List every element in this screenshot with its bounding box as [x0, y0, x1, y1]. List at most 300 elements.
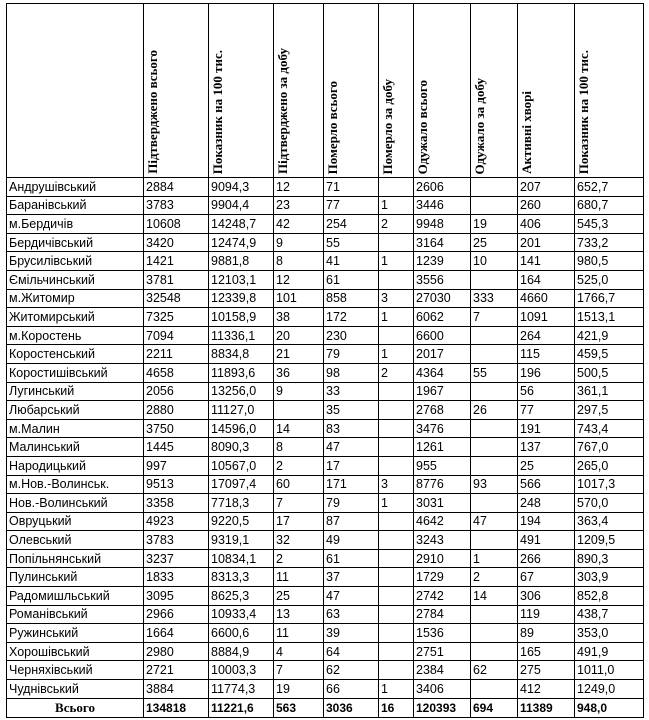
table-body	[7, 178, 644, 699]
table-row	[7, 568, 644, 587]
table-cell: 858	[324, 289, 379, 308]
header-cell	[144, 4, 209, 178]
table-cell: 37	[324, 568, 379, 587]
table-cell: 1091	[518, 308, 575, 327]
table-cell: 89	[518, 624, 575, 643]
table-cell	[379, 438, 414, 457]
header-cell	[209, 4, 274, 178]
header-row	[7, 4, 644, 178]
table-cell: 6600,6	[209, 624, 274, 643]
table-cell	[379, 419, 414, 438]
table-cell: 4	[274, 642, 324, 661]
table-cell: 1729	[414, 568, 471, 587]
total-cell: 134818	[144, 699, 209, 718]
table-cell: 1833	[144, 568, 209, 587]
table-cell: 165	[518, 642, 575, 661]
district-name: Радомишльський	[7, 587, 144, 606]
table-cell: 1	[379, 252, 414, 271]
table-cell: 652,7	[575, 178, 644, 197]
table-cell	[379, 642, 414, 661]
header-label: Одужало всього	[415, 79, 430, 174]
table-cell: 297,5	[575, 401, 644, 420]
table-cell: 3420	[144, 233, 209, 252]
table-row	[7, 345, 644, 364]
table-cell: 1664	[144, 624, 209, 643]
table-cell: 1249,0	[575, 680, 644, 699]
table-cell	[379, 233, 414, 252]
table-cell: 25	[471, 233, 518, 252]
header-label: Померло всього	[325, 80, 340, 174]
header-cell	[324, 4, 379, 178]
table-cell: 201	[518, 233, 575, 252]
table-cell: 98	[324, 363, 379, 382]
table-row	[7, 401, 644, 420]
district-name: Лугинський	[7, 382, 144, 401]
table-cell: 11127,0	[209, 401, 274, 420]
table-cell: 438,7	[575, 605, 644, 624]
table-cell: 8776	[414, 475, 471, 494]
table-cell: 25	[518, 456, 575, 475]
table-cell: 333	[471, 289, 518, 308]
table-cell: 10834,1	[209, 549, 274, 568]
table-cell: 14596,0	[209, 419, 274, 438]
table-row	[7, 494, 644, 513]
table-cell: 1967	[414, 382, 471, 401]
table-cell: 11	[274, 624, 324, 643]
table-cell	[471, 419, 518, 438]
total-cell: 11389	[518, 699, 575, 718]
table-cell: 2	[274, 549, 324, 568]
table-row	[7, 587, 644, 606]
district-name: м.Коростень	[7, 326, 144, 345]
table-cell: 196	[518, 363, 575, 382]
table-cell: 7325	[144, 308, 209, 327]
total-row	[7, 699, 644, 718]
table-row	[7, 363, 644, 382]
table-cell: 3095	[144, 587, 209, 606]
table-cell: 66	[324, 680, 379, 699]
table-cell: 137	[518, 438, 575, 457]
table-cell: 1766,7	[575, 289, 644, 308]
table-cell: 4923	[144, 512, 209, 531]
table-row	[7, 382, 644, 401]
table-cell: 743,4	[575, 419, 644, 438]
table-cell: 33	[324, 382, 379, 401]
table-row	[7, 233, 644, 252]
table-cell	[379, 178, 414, 197]
table-cell: 13	[274, 605, 324, 624]
table-cell: 3164	[414, 233, 471, 252]
table-row	[7, 624, 644, 643]
table-cell: 49	[324, 531, 379, 550]
table-cell	[471, 326, 518, 345]
district-name: Овруцький	[7, 512, 144, 531]
table-cell: 42	[274, 215, 324, 234]
district-name: Народицький	[7, 456, 144, 475]
table-cell: 56	[518, 382, 575, 401]
district-name: Романівський	[7, 605, 144, 624]
table-cell: 3406	[414, 680, 471, 699]
table-cell: 1011,0	[575, 661, 644, 680]
table-cell: 67	[518, 568, 575, 587]
table-cell: 6600	[414, 326, 471, 345]
table-cell: 3237	[144, 549, 209, 568]
table-cell: 406	[518, 215, 575, 234]
district-name: Брусилівський	[7, 252, 144, 271]
table-cell: 1239	[414, 252, 471, 271]
table-cell: 12339,8	[209, 289, 274, 308]
table-cell: 248	[518, 494, 575, 513]
table-cell: 1	[379, 345, 414, 364]
table-cell	[471, 494, 518, 513]
table-cell: 101	[274, 289, 324, 308]
table-cell: 32548	[144, 289, 209, 308]
table-cell: 11774,3	[209, 680, 274, 699]
table-cell: 2966	[144, 605, 209, 624]
table-cell: 2384	[414, 661, 471, 680]
total-cell: 120393	[414, 699, 471, 718]
table-cell: 141	[518, 252, 575, 271]
table-row	[7, 661, 644, 680]
table-cell: 47	[471, 512, 518, 531]
table-cell: 93	[471, 475, 518, 494]
table-cell: 171	[324, 475, 379, 494]
district-name: Малинський	[7, 438, 144, 457]
header-cell-district	[7, 4, 144, 178]
table-cell: 63	[324, 605, 379, 624]
table-cell: 2017	[414, 345, 471, 364]
table-cell: 115	[518, 345, 575, 364]
table-cell	[471, 456, 518, 475]
table-cell: 8090,3	[209, 438, 274, 457]
table-row	[7, 419, 644, 438]
table-cell: 55	[324, 233, 379, 252]
table-row	[7, 289, 644, 308]
table-cell: 545,3	[575, 215, 644, 234]
table-cell: 20	[274, 326, 324, 345]
total-cell: 3036	[324, 699, 379, 718]
table-cell: 566	[518, 475, 575, 494]
table-row	[7, 680, 644, 699]
table-cell: 361,1	[575, 382, 644, 401]
table-cell: 13256,0	[209, 382, 274, 401]
table-cell: 164	[518, 270, 575, 289]
table-row	[7, 605, 644, 624]
table-cell: 525,0	[575, 270, 644, 289]
header-cell	[471, 4, 518, 178]
table-cell: 3358	[144, 494, 209, 513]
table-cell: 17	[324, 456, 379, 475]
table-cell: 8884,9	[209, 642, 274, 661]
table-cell: 191	[518, 419, 575, 438]
table-row	[7, 456, 644, 475]
table-cell: 8	[274, 438, 324, 457]
table-cell	[471, 178, 518, 197]
table-row	[7, 326, 644, 345]
table-cell: 87	[324, 512, 379, 531]
header-cell	[518, 4, 575, 178]
table-cell: 77	[518, 401, 575, 420]
table-cell	[471, 531, 518, 550]
table-cell: 12	[274, 178, 324, 197]
table-cell	[379, 531, 414, 550]
table-cell: 61	[324, 549, 379, 568]
table-cell: 36	[274, 363, 324, 382]
table-cell: 10567,0	[209, 456, 274, 475]
table-row	[7, 252, 644, 271]
table-cell: 491	[518, 531, 575, 550]
district-name: Попільнянський	[7, 549, 144, 568]
table-cell: 207	[518, 178, 575, 197]
district-name: Бердичівський	[7, 233, 144, 252]
table-cell: 2751	[414, 642, 471, 661]
district-name: Ємільчинський	[7, 270, 144, 289]
table-cell: 4660	[518, 289, 575, 308]
table-cell: 10158,9	[209, 308, 274, 327]
header-label: Показник на 100 тис.	[210, 49, 225, 174]
table-row	[7, 549, 644, 568]
table-header	[7, 4, 644, 178]
table-cell: 1017,3	[575, 475, 644, 494]
table-cell: 3884	[144, 680, 209, 699]
table-cell: 7	[274, 661, 324, 680]
table-cell: 39	[324, 624, 379, 643]
header-label: Активні хворі	[519, 91, 534, 174]
table-cell: 79	[324, 494, 379, 513]
district-name: Чуднівський	[7, 680, 144, 699]
table-cell: 2784	[414, 605, 471, 624]
district-name: Баранівський	[7, 196, 144, 215]
table-cell: 852,8	[575, 587, 644, 606]
table-cell: 64	[324, 642, 379, 661]
table-cell: 47	[324, 438, 379, 457]
table-cell: 41	[324, 252, 379, 271]
table-cell: 61	[324, 270, 379, 289]
table-cell	[471, 345, 518, 364]
table-cell: 1	[379, 494, 414, 513]
table-cell: 303,9	[575, 568, 644, 587]
table-cell: 7	[274, 494, 324, 513]
table-cell: 1	[379, 308, 414, 327]
table-cell: 9513	[144, 475, 209, 494]
table-cell: 79	[324, 345, 379, 364]
table-cell: 62	[471, 661, 518, 680]
table-cell: 500,5	[575, 363, 644, 382]
table-cell: 77	[324, 196, 379, 215]
table-cell: 26	[471, 401, 518, 420]
table-cell: 3243	[414, 531, 471, 550]
table-cell	[471, 270, 518, 289]
table-cell: 2884	[144, 178, 209, 197]
table-cell	[471, 382, 518, 401]
district-name: Коростишівський	[7, 363, 144, 382]
table-cell: 21	[274, 345, 324, 364]
total-cell: 948,0	[575, 699, 644, 718]
table-cell: 47	[324, 587, 379, 606]
header-cell	[575, 4, 644, 178]
table-row	[7, 270, 644, 289]
table-row	[7, 215, 644, 234]
table-row	[7, 531, 644, 550]
table-cell: 1	[379, 680, 414, 699]
table-cell: 1421	[144, 252, 209, 271]
table-cell: 194	[518, 512, 575, 531]
table-cell: 1	[379, 196, 414, 215]
table-cell: 55	[471, 363, 518, 382]
table-cell: 1261	[414, 438, 471, 457]
header-label: Померло за добу	[380, 78, 395, 174]
table-cell: 60	[274, 475, 324, 494]
table-cell	[379, 568, 414, 587]
table-cell: 10003,3	[209, 661, 274, 680]
table-cell: 570,0	[575, 494, 644, 513]
district-name: м.Малин	[7, 419, 144, 438]
table-cell: 767,0	[575, 438, 644, 457]
table-cell: 10	[471, 252, 518, 271]
table-cell	[379, 661, 414, 680]
total-cell: 694	[471, 699, 518, 718]
table-cell: 71	[324, 178, 379, 197]
district-name: Нов.-Волинський	[7, 494, 144, 513]
header-label: Показник на 100 тис.	[576, 49, 591, 174]
table-cell: 230	[324, 326, 379, 345]
table-cell: 19	[274, 680, 324, 699]
district-name: Коростенський	[7, 345, 144, 364]
table-cell: 1445	[144, 438, 209, 457]
table-cell: 19	[471, 215, 518, 234]
district-name: м.Житомир	[7, 289, 144, 308]
table-cell: 62	[324, 661, 379, 680]
table-cell	[471, 605, 518, 624]
table-cell: 2721	[144, 661, 209, 680]
table-cell: 421,9	[575, 326, 644, 345]
table-row	[7, 178, 644, 197]
table-cell: 363,4	[575, 512, 644, 531]
table-cell: 11893,6	[209, 363, 274, 382]
table-cell	[379, 587, 414, 606]
table-cell	[379, 401, 414, 420]
table-cell	[471, 438, 518, 457]
table-cell: 14	[274, 419, 324, 438]
table-cell: 264	[518, 326, 575, 345]
district-name: м.Бердичів	[7, 215, 144, 234]
table-cell: 4658	[144, 363, 209, 382]
table-row	[7, 512, 644, 531]
table-cell: 17	[274, 512, 324, 531]
table-cell: 11336,1	[209, 326, 274, 345]
district-name: Житомирський	[7, 308, 144, 327]
table-cell: 955	[414, 456, 471, 475]
table-cell	[471, 680, 518, 699]
table-cell: 8313,3	[209, 568, 274, 587]
table-cell: 266	[518, 549, 575, 568]
table-cell: 7	[471, 308, 518, 327]
table-cell: 412	[518, 680, 575, 699]
table-cell: 9	[274, 233, 324, 252]
table-cell: 3446	[414, 196, 471, 215]
table-cell: 4642	[414, 512, 471, 531]
table-cell: 83	[324, 419, 379, 438]
total-cell: 11221,6	[209, 699, 274, 718]
table-cell: 459,5	[575, 345, 644, 364]
table-cell: 3783	[144, 196, 209, 215]
table-cell: 3781	[144, 270, 209, 289]
table-cell: 172	[324, 308, 379, 327]
table-cell: 2606	[414, 178, 471, 197]
total-cell: 16	[379, 699, 414, 718]
table-cell: 491,9	[575, 642, 644, 661]
table-row	[7, 475, 644, 494]
table-cell: 8625,3	[209, 587, 274, 606]
header-label: Підтверджено за добу	[275, 48, 290, 174]
table-cell	[471, 624, 518, 643]
table-cell: 8	[274, 252, 324, 271]
table-cell: 3750	[144, 419, 209, 438]
table-cell: 2910	[414, 549, 471, 568]
table-cell: 733,2	[575, 233, 644, 252]
table-cell: 12103,1	[209, 270, 274, 289]
table-cell: 1513,1	[575, 308, 644, 327]
table-cell: 10608	[144, 215, 209, 234]
table-cell: 3031	[414, 494, 471, 513]
district-name: Олевський	[7, 531, 144, 550]
table-cell: 2768	[414, 401, 471, 420]
table-cell: 10933,4	[209, 605, 274, 624]
table-cell: 3	[379, 289, 414, 308]
table-cell: 890,3	[575, 549, 644, 568]
table-cell: 3476	[414, 419, 471, 438]
table-cell: 353,0	[575, 624, 644, 643]
table-footer	[7, 699, 644, 718]
table-row	[7, 438, 644, 457]
table-row	[7, 196, 644, 215]
table-cell: 680,7	[575, 196, 644, 215]
table-cell	[274, 401, 324, 420]
table-cell: 2980	[144, 642, 209, 661]
table-cell: 997	[144, 456, 209, 475]
table-cell: 265,0	[575, 456, 644, 475]
table-cell: 2	[379, 215, 414, 234]
table-cell: 2	[471, 568, 518, 587]
district-name: Ружинський	[7, 624, 144, 643]
table-cell: 1536	[414, 624, 471, 643]
table-cell: 11	[274, 568, 324, 587]
table-cell: 2880	[144, 401, 209, 420]
table-cell: 14	[471, 587, 518, 606]
covid-stats-table	[6, 3, 644, 718]
table-cell	[379, 326, 414, 345]
header-label: Одужало за добу	[472, 77, 487, 174]
table-cell: 7718,3	[209, 494, 274, 513]
table-cell: 2	[274, 456, 324, 475]
table-cell: 27030	[414, 289, 471, 308]
total-label: Всього	[7, 699, 144, 718]
table-cell: 275	[518, 661, 575, 680]
table-cell	[379, 456, 414, 475]
table-cell: 14248,7	[209, 215, 274, 234]
district-name: Любарський	[7, 401, 144, 420]
table-row	[7, 642, 644, 661]
table-cell: 9094,3	[209, 178, 274, 197]
table-cell	[379, 549, 414, 568]
table-cell: 17097,4	[209, 475, 274, 494]
table-cell	[379, 382, 414, 401]
table-cell: 2742	[414, 587, 471, 606]
table-cell: 35	[324, 401, 379, 420]
table-cell	[379, 270, 414, 289]
table-cell: 260	[518, 196, 575, 215]
table-cell: 8834,8	[209, 345, 274, 364]
